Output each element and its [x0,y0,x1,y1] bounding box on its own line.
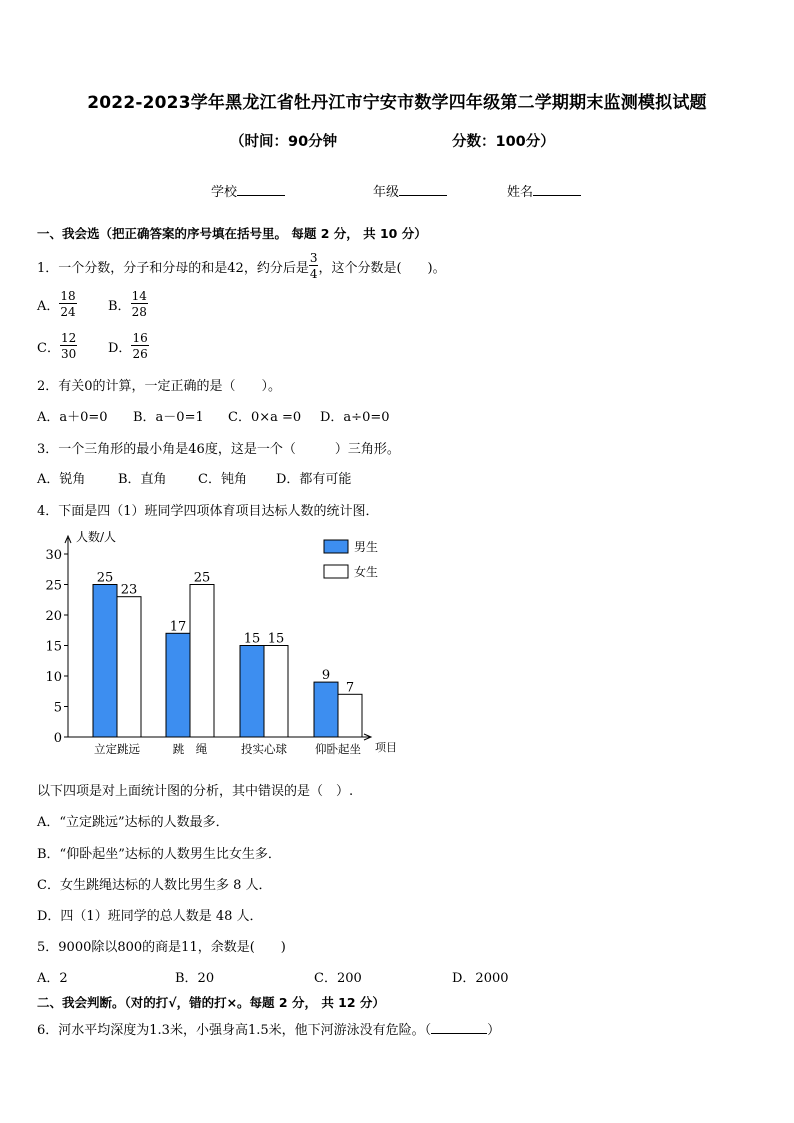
bar-boys [240,646,264,738]
legend-swatch [324,540,348,553]
q1-option-b[interactable]: B． $\frac{14}{28}$ [108,289,147,319]
y-tick-label: 15 [45,639,62,655]
exam-time: （时间：90分钟 [230,134,338,150]
y-axis-label: 人数/人 [76,530,117,544]
x-tick-label: 投实心球 [241,742,287,756]
data-label: 7 [345,680,355,696]
bar-girls [338,694,362,737]
q6-question: 6．河水平均深度为1.3米，小强身高1.5米，他下河游泳没有危险。（ ） [37,1023,501,1038]
name-label: 姓名 [507,185,534,200]
y-tick-label: 5 [53,700,62,716]
q4-option-b[interactable]: B．“仰卧起坐”达标的人数男生比女生多． [37,847,281,862]
data-label: 15 [267,631,285,647]
q6-answer-blank[interactable] [431,1021,487,1034]
q2-question: 2．有关0的计算，一定正确的是（ ）。 [37,379,282,394]
bar-girls [190,585,214,738]
q1-fraction: $\frac{3}{4}$ [309,251,318,281]
bar-boys [93,585,117,738]
q1-option-a[interactable]: A． $\frac{18}{24}$ [37,289,76,319]
x-tick-label: 立定跳远 [94,742,140,756]
legend-swatch [324,565,348,578]
school-label: 学校 [211,185,238,200]
school-blank[interactable] [237,183,285,196]
y-tick-label: 20 [45,609,62,624]
y-tick-label: 10 [45,670,62,685]
data-label: 23 [120,582,138,598]
x-tick-label: 跳 绳 [172,742,208,756]
q2-option-b[interactable]: B．a－0=1 [133,410,204,425]
q5-option-b[interactable]: B．20 [175,971,215,986]
data-label: 25 [96,570,114,586]
grade-label: 年级 [373,185,400,200]
data-label: 17 [169,619,187,635]
section1-title: 一、我会选（把正确答案的序号填在括号里。 每题 2 分， 共 10 分） [37,226,427,241]
legend-label: 男生 [354,540,379,554]
q2-option-d[interactable]: D．a÷0=0 [320,410,390,425]
x-axis-label: 项目 [375,741,397,754]
q4-question: 4．下面是四（1）班同学四项体育项目达标人数的统计图． [37,504,379,519]
x-tick-label: 仰卧起坐 [315,742,361,756]
legend-label: 女生 [354,565,379,579]
grade-field [373,181,447,200]
page-title: 2022-2023学年黑龙江省牡丹江市宁安市数学四年级第二学期期末监测模拟试题 [87,93,707,113]
q5-option-c[interactable]: C．200 [314,971,362,986]
bar-chart [30,528,420,760]
q5-option-d[interactable]: D．2000 [452,971,509,986]
q3-option-b[interactable]: B．直角 [118,472,167,487]
data-label: 9 [321,668,331,684]
exam-score: 分数：100分） [452,134,555,150]
q5-option-a[interactable]: A．2 [37,971,68,986]
data-label: 15 [243,631,261,647]
name-field [507,181,581,200]
data-label: 25 [193,570,211,586]
y-tick-label: 25 [45,578,62,594]
bar-boys [166,633,190,737]
q4-option-a[interactable]: A．“立定跳远”达标的人数最多． [37,815,229,830]
grade-blank[interactable] [399,183,447,196]
section2-title: 二、我会判断。（对的打√，错的打×。每题 2 分， 共 12 分） [37,995,385,1010]
q3-option-a[interactable]: A．锐角 [37,472,86,487]
q3-question: 3．一个三角形的最小角是46度，这是一个（ ）三角形。 [37,442,400,457]
q1-text-b: ，这个分数是( )。 [318,260,446,276]
q4-analysis-prompt: 以下四项是对上面统计图的分析，其中错误的是（ ）. [37,784,354,799]
q5-question: 5．9000除以800的商是11，余数是( ) [37,940,286,955]
q1-text-a: 1．一个分数，分子和分母的和是42，约分后是 [37,260,309,276]
school-field [211,181,285,200]
y-tick-label: 0 [53,731,62,746]
q4-option-d[interactable]: D．四（1）班同学的总人数是 48 人． [37,909,263,924]
q1-question [37,252,446,280]
q2-option-a[interactable]: A．a＋0=0 [37,410,108,425]
q2-option-c[interactable]: C．0×a =0 [228,410,302,425]
q1-option-c[interactable]: C． $\frac{12}{30}$ [37,331,77,361]
q4-option-c[interactable]: C．女生跳绳达标的人数比男生多 8 人． [37,878,272,893]
q3-option-c[interactable]: C．钝角 [198,472,247,487]
q1-option-d[interactable]: D． $\frac{16}{26}$ [108,331,148,361]
bar-girls [264,646,288,738]
name-blank[interactable] [533,183,581,196]
bar-girls [117,597,141,737]
bar-boys [314,682,338,737]
q3-option-d[interactable]: D．都有可能 [276,472,352,487]
y-tick-label: 30 [45,548,62,563]
